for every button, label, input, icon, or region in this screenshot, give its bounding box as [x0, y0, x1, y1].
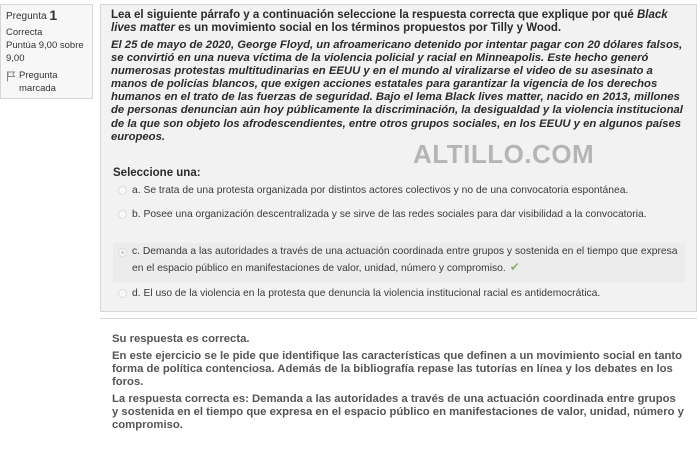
radio-button-a[interactable] [118, 186, 127, 195]
flag-icon [6, 71, 16, 82]
answer-option-a-text: a. Se trata de una protesta organizada por distintos actores colectivos y no de una convocatoria espontánea. [132, 185, 629, 196]
answer-prompt: Seleccione una: [113, 167, 201, 179]
answer-option-c-text: c. Demanda a las autoridades a través de una actuación coordinada entre grupos y sostenida en el tiempo que expresa en el espacio público en manifestaciones de valor, unidad, número y compromiso. [132, 246, 678, 274]
question-intro-after: es un movimiento social en los términos propuestos por Tilly y Wood. [174, 22, 562, 34]
flag-label: Pregunta marcada [19, 70, 58, 94]
check-mark-icon: ✔ [509, 259, 520, 274]
question-label: Pregunta [6, 11, 47, 22]
answer-option-b[interactable] [113, 207, 685, 239]
feedback-correct-answer: La respuesta correcta es: Demanda a las autoridades a través de una actuación coordinada entre grupos y sostenida en el tiempo que expresa en el espacio público en manifestaciones de valor, unidad, número y compromiso. [112, 393, 684, 431]
question-number-line [6, 9, 87, 24]
question-paragraph: El 25 de mayo de 2020, George Floyd, un afroamericano detenido por intentar pagar con 20 dólares falsos, se convirtió en una nueva víctima de la violencia policial y racial en Minneapolis. Este hecho generó numerosas protestas multitudinarias en EEUU y en el mundo al viralizarse el video de su asesinato a manos de policías blancos, que exigen acciones estatales para garantizar la vigencia de los derechos humanos en el trato de las fuerzas de seguridad. Bajo el lema Black lives matter, nacido en 2013, millones de personas denuncian aún hoy públicamente la discriminación, la desigualdad y la violencia institucional de la que son objeto los afrodescendientes, entre otros grupos sociales, en los EEUU y en algunos países europeos. [111, 39, 683, 143]
question-state: Correcta [6, 26, 43, 38]
watermark: ALTILLO.COM [413, 139, 595, 169]
answer-options [113, 183, 685, 304]
question-info-panel [0, 4, 93, 99]
feedback-panel [100, 318, 697, 458]
flag-question-toggle[interactable] [6, 70, 87, 95]
answer-option-a[interactable] [113, 183, 685, 207]
answer-option-d[interactable] [113, 286, 685, 304]
answer-option-c[interactable] [113, 243, 685, 282]
question-grade: Puntúa 9,00 sobre 9,00 [6, 40, 84, 64]
feedback-result: Su respuesta es correcta. [112, 333, 250, 345]
question-text [111, 9, 686, 35]
question-intro-before: Lea el siguiente párrafo y a continuación seleccione la respuesta correcta que explique por qué [111, 9, 637, 21]
radio-button-c[interactable] [118, 248, 127, 257]
question-number: 1 [49, 7, 58, 23]
question-intro-italic: Black lives matter [111, 9, 668, 34]
radio-button-b[interactable] [118, 210, 127, 219]
radio-button-d[interactable] [118, 289, 127, 298]
feedback-explanation: En este ejercicio se le pide que identifique las características que definen a un movimiento social en tanto forma de política contenciosa. Además de la bibliografía repase las tutorías en línea y los debates en los foros. [112, 350, 683, 388]
answer-option-d-text: d. El uso de la violencia en la protesta que denuncia la violencia institucional racial es antidemocrática. [132, 288, 601, 299]
answer-option-b-text: b. Posee una organización descentralizada y se sirve de las redes sociales para dar visibilidad a la convocatoria. [132, 209, 647, 220]
question-content [100, 4, 697, 312]
